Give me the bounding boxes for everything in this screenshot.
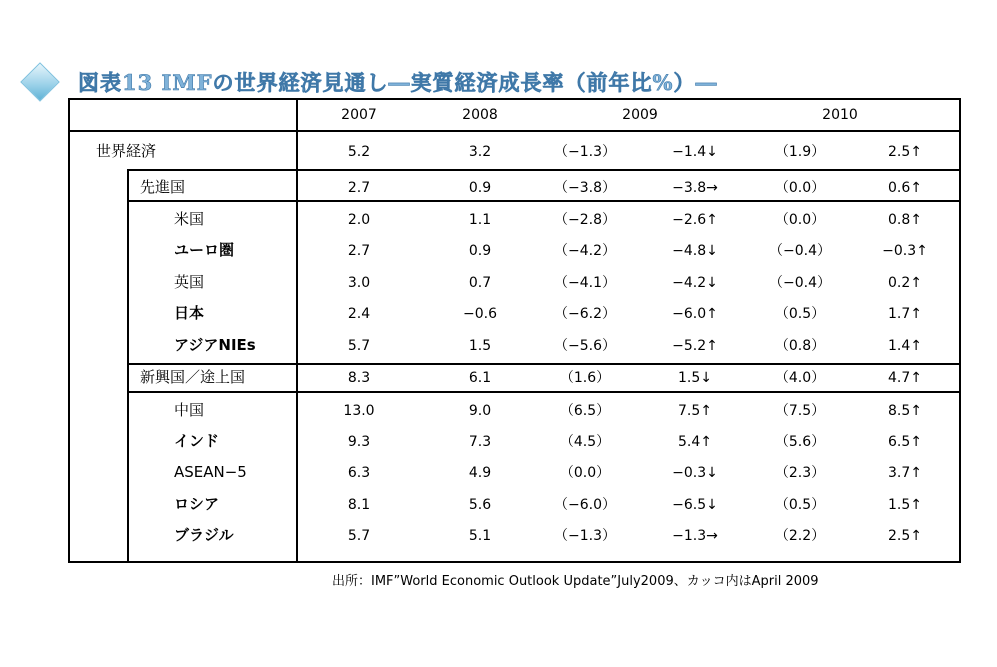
april-2009-cell: （−1.3） <box>554 144 616 160</box>
advanced-bottom-divider <box>127 200 959 202</box>
title-bar <box>22 64 717 100</box>
july-2009-cell: −4.8↓ <box>672 243 718 259</box>
april-2009-cell: （−4.1） <box>554 275 616 291</box>
value-2008-cell: 0.9 <box>468 180 492 196</box>
july-2010-cell: 1.5↑ <box>888 497 922 513</box>
value-2008-cell: 3.2 <box>468 144 492 160</box>
value-2008-cell: 1.1 <box>468 212 492 228</box>
april-2010-cell: （2.2） <box>774 528 826 544</box>
july-2009-cell: 5.4↑ <box>678 434 712 450</box>
value-2008-cell: −0.6 <box>463 306 497 322</box>
april-2010-cell: （0.8） <box>774 338 826 354</box>
header-2010: 2010 <box>822 107 858 123</box>
july-2009-cell: −0.3↓ <box>672 465 718 481</box>
april-2010-cell: （−0.4） <box>769 243 831 259</box>
row-label: アジアNIEs <box>174 336 256 354</box>
value-2008-cell: 5.6 <box>468 497 492 513</box>
april-2009-cell: （−2.8） <box>554 212 616 228</box>
july-2010-cell: 1.7↑ <box>888 306 922 322</box>
emerging-bottom-divider <box>127 391 959 393</box>
april-2009-cell: （4.5） <box>559 434 611 450</box>
april-2009-cell: （0.0） <box>559 465 611 481</box>
header-2008: 2008 <box>462 107 498 123</box>
header-2009: 2009 <box>622 107 658 123</box>
april-2009-cell: （−6.2） <box>554 306 616 322</box>
april-2010-cell: （7.5） <box>774 403 826 419</box>
april-2010-cell: （0.5） <box>774 306 826 322</box>
value-2007-cell: 5.7 <box>347 338 371 354</box>
row-label: ユーロ圏 <box>174 241 235 259</box>
row-label: ロシア <box>174 495 220 513</box>
value-2008-cell: 4.9 <box>468 465 492 481</box>
july-2010-cell: 0.8↑ <box>888 212 922 228</box>
value-2008-cell: 0.7 <box>468 275 492 291</box>
emerging-top-divider <box>127 363 959 365</box>
july-2009-cell: 7.5↑ <box>678 403 712 419</box>
july-2010-cell: 3.7↑ <box>888 465 922 481</box>
value-2007-cell: 6.3 <box>347 465 371 481</box>
july-2010-cell: 1.4↑ <box>888 338 922 354</box>
april-2010-cell: （0.0） <box>774 212 826 228</box>
value-2007-cell: 2.7 <box>347 180 371 196</box>
value-2007-cell: 9.3 <box>347 434 371 450</box>
value-2008-cell: 1.5 <box>468 338 492 354</box>
row-label: 世界経済 <box>96 142 157 160</box>
april-2010-cell: （4.0） <box>774 370 826 386</box>
value-2007-cell: 8.1 <box>347 497 371 513</box>
value-2008-cell: 7.3 <box>468 434 492 450</box>
july-2009-cell: 1.5↓ <box>678 370 712 386</box>
july-2009-cell: −1.3→ <box>672 528 718 544</box>
july-2009-cell: −3.8→ <box>672 180 718 196</box>
value-2007-cell: 3.0 <box>347 275 371 291</box>
april-2009-cell: （−6.0） <box>554 497 616 513</box>
july-2009-cell: −6.0↑ <box>672 306 718 322</box>
july-2010-cell: 8.5↑ <box>888 403 922 419</box>
april-2010-cell: （1.9） <box>774 144 826 160</box>
row-label: 日本 <box>174 304 205 322</box>
page-title: 図表13 IMFの世界経済見通し―実質経済成長率（前年比%）― <box>78 70 718 95</box>
row-label: 米国 <box>174 210 205 228</box>
value-2008-cell: 6.1 <box>468 370 492 386</box>
july-2009-cell: −5.2↑ <box>672 338 718 354</box>
value-2007-cell: 5.2 <box>347 144 371 160</box>
april-2010-cell: （−0.4） <box>769 275 831 291</box>
row-label: 中国 <box>174 401 205 419</box>
july-2010-cell: 2.5↑ <box>888 528 922 544</box>
april-2009-cell: （6.5） <box>559 403 611 419</box>
source-note: 出所：IMF”World Economic Outlook Update”July2009、カッコ内はApril 2009 <box>332 574 819 589</box>
july-2009-cell: −2.6↑ <box>672 212 718 228</box>
value-2007-cell: 8.3 <box>347 370 371 386</box>
july-2009-cell: −4.2↓ <box>672 275 718 291</box>
april-2010-cell: （0.5） <box>774 497 826 513</box>
row-label: 先進国 <box>140 178 186 196</box>
row-label: インド <box>174 432 220 450</box>
value-2007-cell: 2.7 <box>347 243 371 259</box>
july-2010-cell: 6.5↑ <box>888 434 922 450</box>
value-2007-cell: 5.7 <box>347 528 371 544</box>
value-2008-cell: 9.0 <box>468 403 492 419</box>
row-label: 英国 <box>174 273 205 291</box>
april-2009-cell: （1.6） <box>559 370 611 386</box>
april-2009-cell: （−5.6） <box>554 338 616 354</box>
april-2010-cell: （0.0） <box>774 180 826 196</box>
july-2010-cell: 2.5↑ <box>888 144 922 160</box>
april-2009-cell: （−4.2） <box>554 243 616 259</box>
value-2007-cell: 13.0 <box>343 403 375 419</box>
value-2007-cell: 2.4 <box>347 306 371 322</box>
value-2008-cell: 0.9 <box>468 243 492 259</box>
july-2010-cell: 4.7↑ <box>888 370 922 386</box>
header-divider <box>70 130 959 132</box>
header-2007: 2007 <box>341 107 377 123</box>
row-label: 新興国／途上国 <box>140 368 246 386</box>
july-2009-cell: −6.5↓ <box>672 497 718 513</box>
row-label: ブラジル <box>174 526 234 544</box>
july-2010-cell: 0.6↑ <box>888 180 922 196</box>
value-2007-cell: 2.0 <box>347 212 371 228</box>
diamond-icon <box>20 62 60 102</box>
value-2008-cell: 5.1 <box>468 528 492 544</box>
indent-divider <box>127 169 129 561</box>
april-2010-cell: （5.6） <box>774 434 826 450</box>
row-label: ASEAN−5 <box>174 463 247 481</box>
april-2009-cell: （−3.8） <box>554 180 616 196</box>
advanced-top-divider <box>127 169 959 171</box>
april-2009-cell: （−1.3） <box>554 528 616 544</box>
growth-table <box>68 98 961 563</box>
july-2009-cell: −1.4↓ <box>672 144 718 160</box>
july-2010-cell: −0.3↑ <box>882 243 928 259</box>
july-2010-cell: 0.2↑ <box>888 275 922 291</box>
april-2010-cell: （2.3） <box>774 465 826 481</box>
